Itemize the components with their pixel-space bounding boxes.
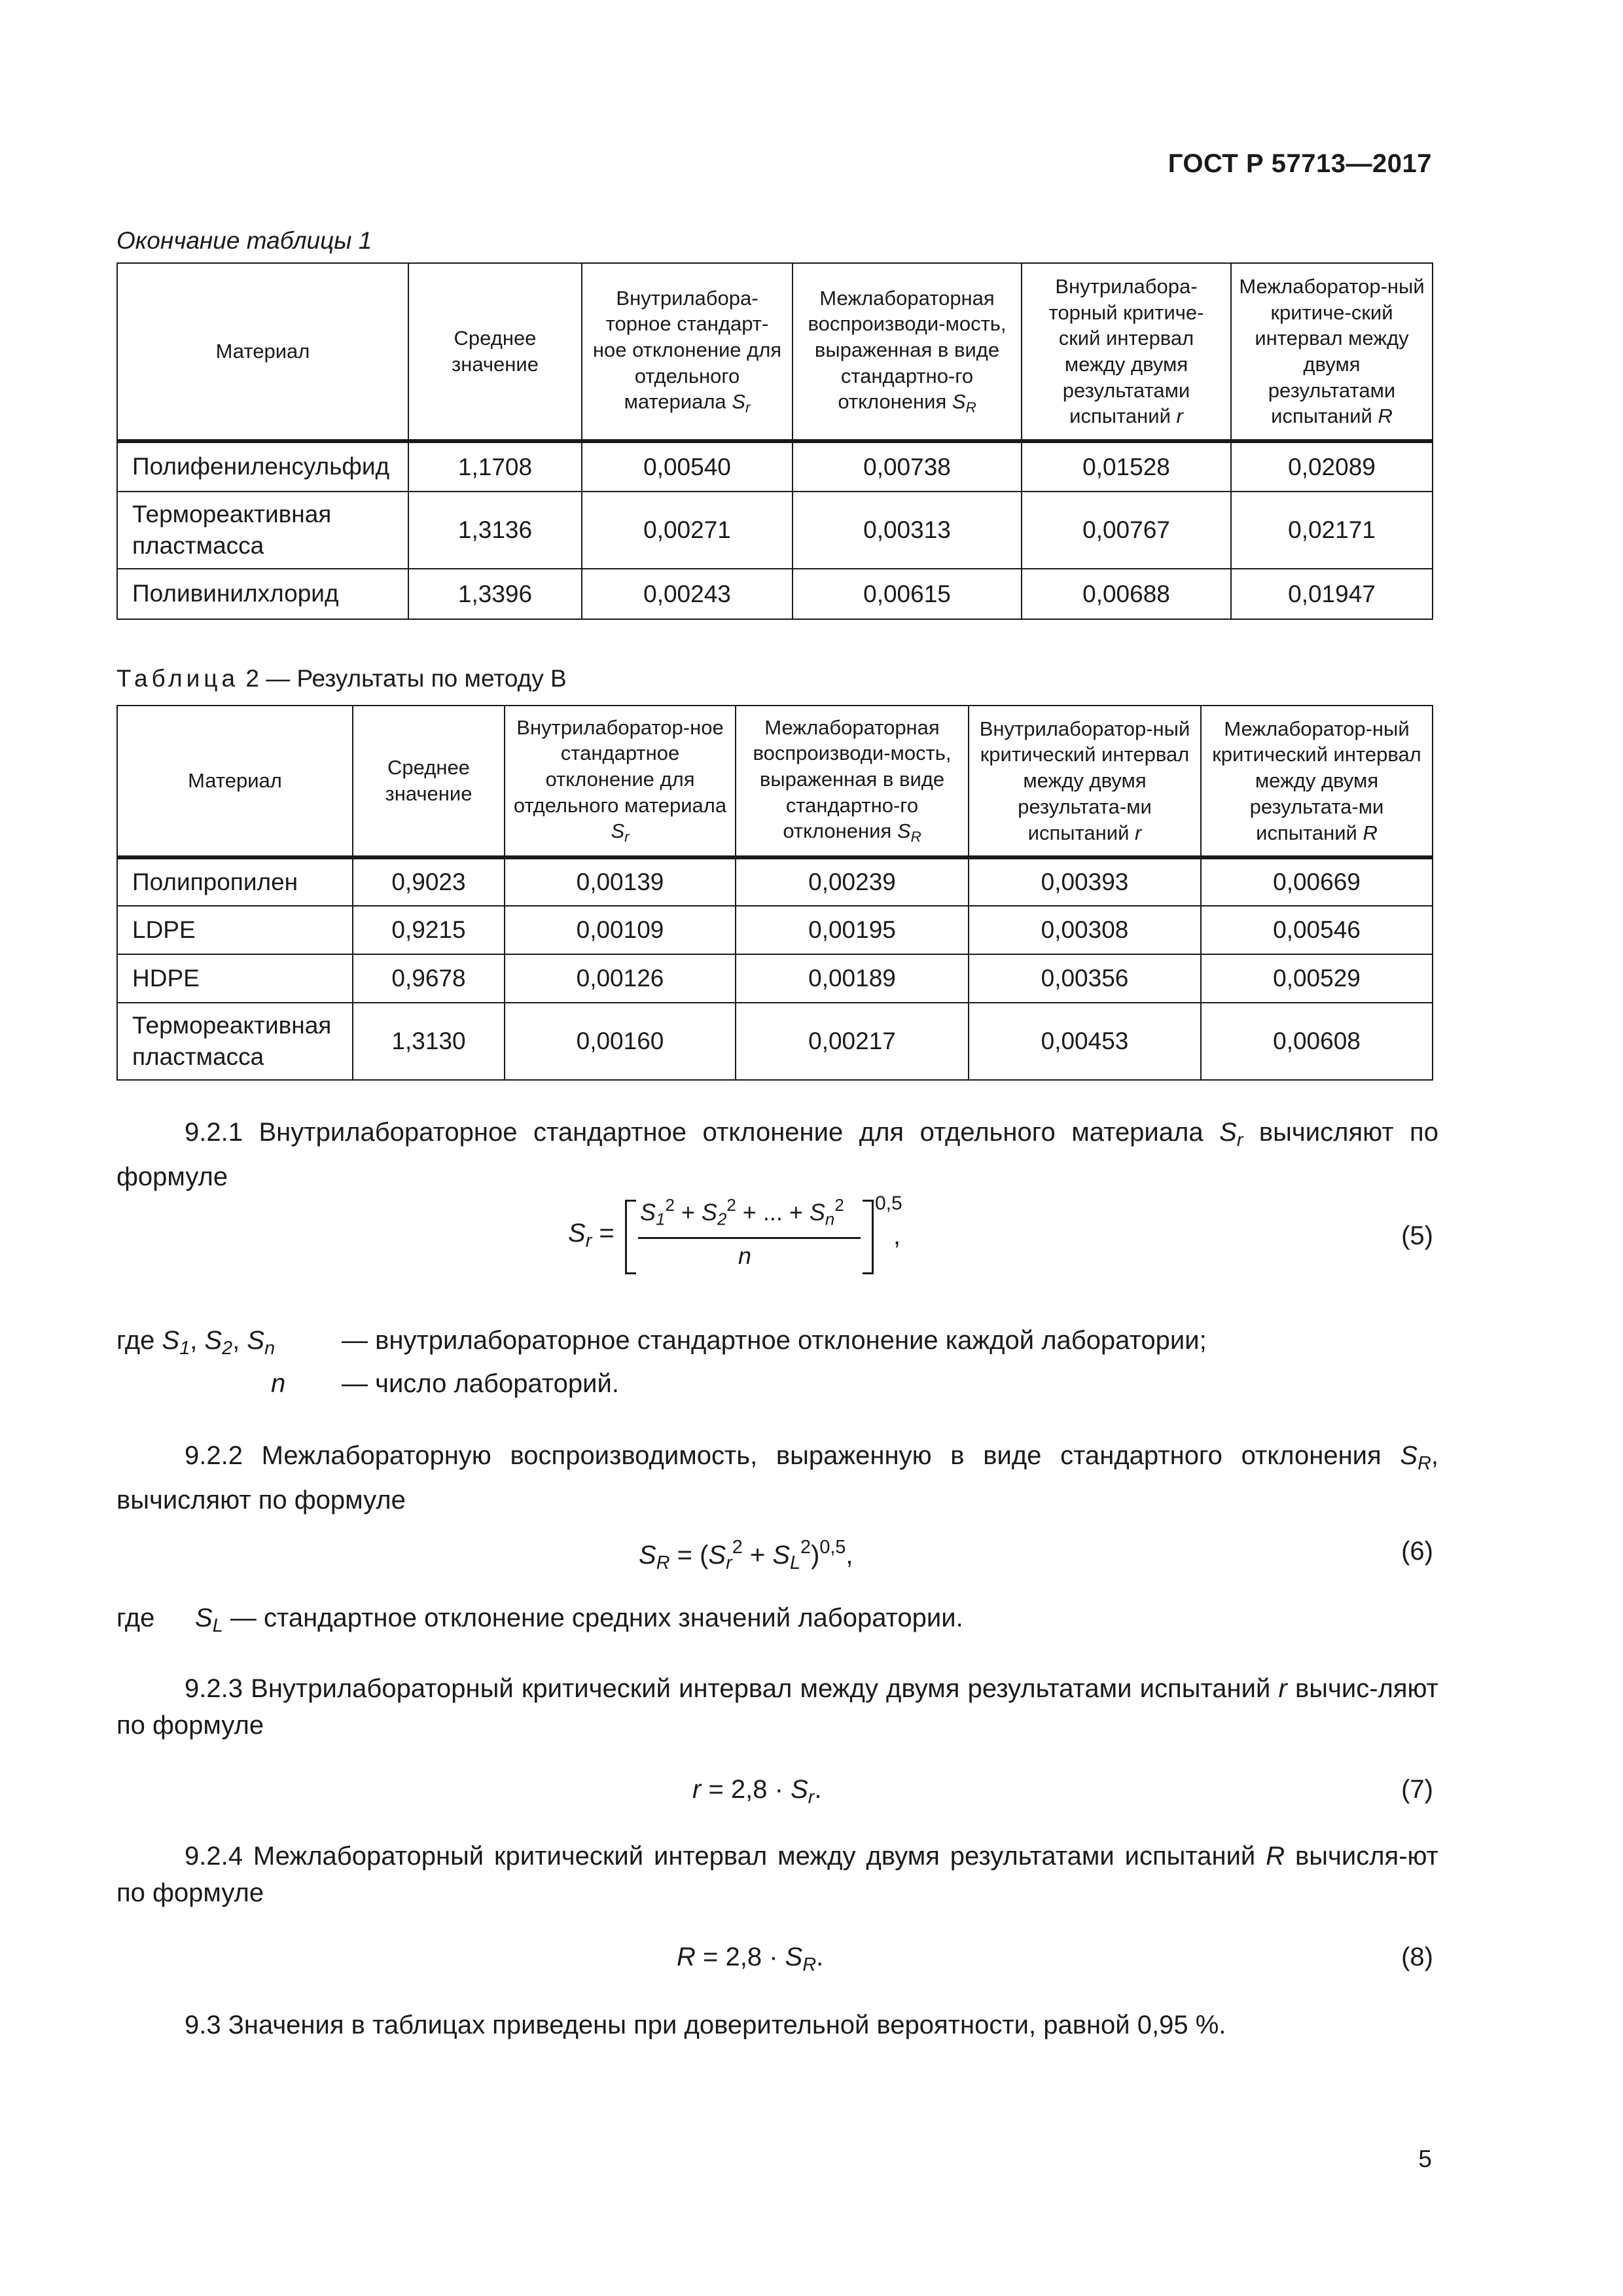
table-cell: 0,00239 <box>736 857 969 906</box>
table2-col-sR: Межлабораторная воспроизводи-мость, выраженная в виде стандартно-го отклонения $S_R$ <box>736 706 969 857</box>
table2-col-sr: Внутрилаборатор-ное стандартное отклонение для отдельного материала $S_r$ <box>505 706 736 857</box>
table1-header-row <box>117 263 1433 441</box>
table-cell: 1,3136 <box>408 492 582 569</box>
table1-col-R: Межлаборатор-ный критиче-ский интервал между двумя результатами испытаний R <box>1231 263 1433 441</box>
table-cell: 1,3396 <box>408 569 582 619</box>
where-6: где <box>116 1604 155 1632</box>
table-row <box>117 441 1433 492</box>
table1-col-r: Внутрилабора-торный критиче-ский интервал между двумя результатами испытаний r <box>1022 263 1231 441</box>
fraction-line <box>638 1237 861 1239</box>
table-cell: 0,00529 <box>1201 954 1433 1003</box>
table-cell: Полипропилен <box>117 857 353 906</box>
table-cell: 0,00243 <box>582 569 793 619</box>
table-cell: 0,00688 <box>1022 569 1231 619</box>
paragraph-9-2-2: 9.2.2 Межлабораторную воспроизводимость, выраженную в виде стандартного отклонения $S_R$, вычисляют по формуле <box>116 1441 1438 1515</box>
table-cell: 0,00308 <box>969 906 1201 954</box>
table-cell: 0,00160 <box>505 1003 736 1080</box>
formula-6-number: (6) <box>1401 1537 1433 1566</box>
table-cell: 0,00195 <box>736 906 969 954</box>
table-cell: 0,01528 <box>1022 441 1231 492</box>
table-cell: 0,00669 <box>1201 857 1433 906</box>
table2-col-material: Материал <box>117 706 353 857</box>
where-5-row-2-desc: — число лабораторий. <box>342 1369 619 1398</box>
table-cell: 0,00217 <box>736 1003 969 1080</box>
paragraph-9-2-3: 9.2.3 Внутрилабораторный критический интервал между двумя результатами испытаний r вычис-ляют по формуле <box>116 1674 1438 1740</box>
table-cell: 0,02089 <box>1231 441 1433 492</box>
where-6-desc: $S_L$ — стандартное отклонение средних значений лаборатории. <box>195 1604 963 1637</box>
right-bracket <box>863 1200 874 1274</box>
table1-caption: Окончание таблицы 1 <box>116 227 372 254</box>
table-cell: 0,00615 <box>793 569 1022 619</box>
table-cell: 0,00738 <box>793 441 1022 492</box>
paragraph-9-2-1: 9.2.1 Внутрилабораторное стандартное отклонение для отдельного материала $S_r$ вычисляют по формуле <box>116 1118 1438 1192</box>
formula-5-numerator: $S_1^2 + S_2^2$ + ... + $S_n^2$ <box>640 1196 844 1229</box>
table-row <box>117 857 1433 906</box>
table-cell: Термореактивная пластмасса <box>117 492 408 569</box>
table-cell: 0,02171 <box>1231 492 1433 569</box>
table-cell: 1,3130 <box>353 1003 505 1080</box>
document-id: ГОСТ Р 57713—2017 <box>1168 149 1432 178</box>
table-cell: HDPE <box>117 954 353 1003</box>
table2-col-r: Внутрилаборатор-ный критический интервал между двумя результата-ми испытаний r <box>969 706 1201 857</box>
table-cell: 0,00356 <box>969 954 1201 1003</box>
table-cell: 0,00271 <box>582 492 793 569</box>
table-row <box>117 1003 1433 1080</box>
table-cell: 0,00313 <box>793 492 1022 569</box>
table1-col-sr: Внутрилабора-торное стандарт-ное отклонение для отдельного материала $S_r$ <box>582 263 793 441</box>
table-cell: 0,9678 <box>353 954 505 1003</box>
table2-col-mean: Среднее значение <box>353 706 505 857</box>
table-row <box>117 492 1433 569</box>
table-cell: 0,00540 <box>582 441 793 492</box>
table-row <box>117 954 1433 1003</box>
formula-5-denominator: n <box>738 1242 752 1269</box>
table-cell: 0,00767 <box>1022 492 1231 569</box>
table-cell: Полифениленсульфид <box>117 441 408 492</box>
table-row <box>117 569 1433 619</box>
table-cell: 0,9215 <box>353 906 505 954</box>
table2-col-R: Межлаборатор-ный критический интервал между двумя результата-ми испытаний R <box>1201 706 1433 857</box>
table-cell: 0,00608 <box>1201 1003 1433 1080</box>
table-cell: LDPE <box>117 906 353 954</box>
formula-7-number: (7) <box>1401 1775 1433 1804</box>
table2-caption: Таблица 2 — Результаты по методу В <box>116 665 567 692</box>
formula-7: $r = 2,8 \cdot S_r$. <box>692 1775 822 1808</box>
table1-col-sR: Межлабораторная воспроизводи-мость, выраженная в виде стандартно-го отклонения $S_R$ <box>793 263 1022 441</box>
page-number: 5 <box>1418 2145 1432 2172</box>
table-cell: 1,1708 <box>408 441 582 492</box>
table-cell: 0,01947 <box>1231 569 1433 619</box>
paragraph-9-2-4: 9.2.4 Межлабораторный критический интервал между двумя результатами испытаний R вычисля-ют по формуле <box>116 1842 1438 1907</box>
table-cell: 0,00546 <box>1201 906 1433 954</box>
table-row <box>117 906 1433 954</box>
left-bracket <box>625 1200 636 1274</box>
paragraph-9-3: 9.3 Значения в таблицах приведены при доверительной вероятности, равной 0,95 %. <box>185 2011 1226 2039</box>
where-5-row-2: n <box>271 1369 286 1398</box>
formula-8: $R = 2,8 \cdot S_R$. <box>677 1943 824 1976</box>
table2 <box>116 705 1433 1081</box>
table-cell: 0,00139 <box>505 857 736 906</box>
where-5-row-1: где $S_1$, $S_2$, $S_n$ <box>116 1326 276 1359</box>
table2-header-row <box>117 706 1433 857</box>
table1-col-mean: Среднее значение <box>408 263 582 441</box>
table-cell: 0,00126 <box>505 954 736 1003</box>
table-cell: 0,9023 <box>353 857 505 906</box>
formula-8-number: (8) <box>1401 1943 1433 1971</box>
where-5-row-1-desc: — внутрилабораторное стандартное отклонение каждой лаборатории; <box>342 1326 1207 1355</box>
formula-6: $S_R = (S_r^2 + S_L^2)^{0,5}$, <box>639 1537 853 1573</box>
table-cell: 0,00453 <box>969 1003 1201 1080</box>
table-cell: Поливинилхлорид <box>117 569 408 619</box>
formula-5-exponent: 0,5 <box>875 1193 902 1214</box>
table1 <box>116 262 1433 620</box>
formula-5-lhs: $S_r$ = <box>568 1219 615 1252</box>
table-cell: 0,00393 <box>969 857 1201 906</box>
table1-col-material: Материал <box>117 263 408 441</box>
table-cell: Термореактивная пластмасса <box>117 1003 353 1080</box>
table-cell: 0,00109 <box>505 906 736 954</box>
formula-5-tail: , <box>893 1221 901 1250</box>
table-cell: 0,00189 <box>736 954 969 1003</box>
formula-5-number: (5) <box>1401 1221 1433 1250</box>
